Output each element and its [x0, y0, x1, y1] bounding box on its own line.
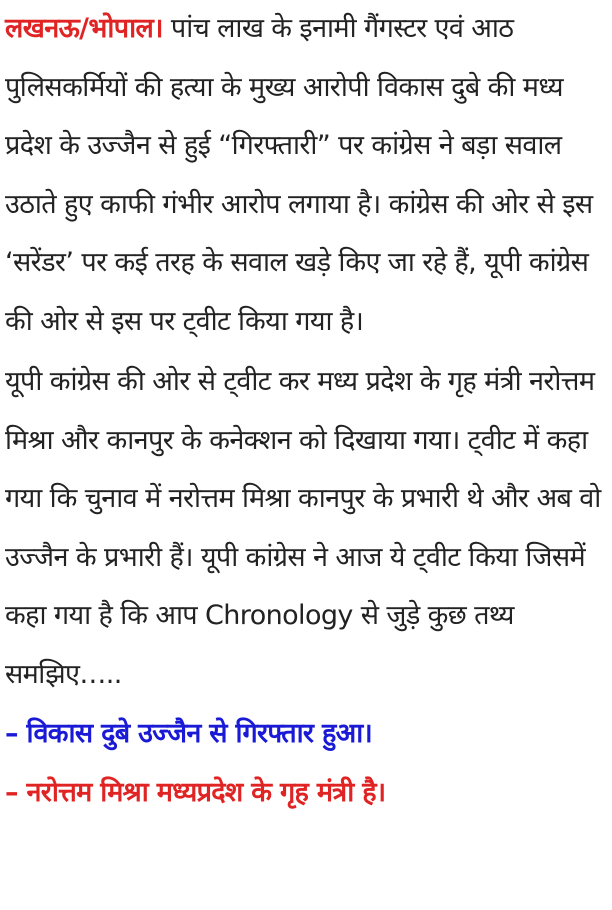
bullet-item-home-minister: – नरोत्तम मिश्रा मध्यप्रदेश के गृह मंत्री है। [5, 776, 386, 808]
paragraph-1-text: पांच लाख के इनामी गैंगस्टर एवं आठ पुलिसकर्मियों की हत्या के मुख्य आरोपी विकास दुबे की मध्य प्रदेश के उज्जैन से हुई “गिरफ्तारी” पर कांग्रेस ने बड़ा सवाल उठाते हुए काफी गंभीर आरोप लगाया है। कांग्रेस की ओर से इस ‘सरेंडर’ पर कई तरह के सवाल खड़े किए जा रहे हैं, यूपी कांग्रेस की ओर से इस पर ट्वीट किया गया है। [5, 13, 593, 337]
article-paragraph-1 [5, 0, 610, 351]
article-paragraph-2: यूपी कांग्रेस की ओर से ट्वीट कर मध्य प्रदेश के गृह मंत्री नरोत्तम मिश्रा और कानपुर के कनेक्शन को दिखाया गया। ट्वीट में कहा गया कि चुनाव में नरोत्तम मिश्रा कानपुर के प्रभारी थे और अब वो उज्जैन के प्रभारी हैं। यूपी कांग्रेस ने आज ये ट्वीट किया जिसमें कहा गया है कि आप Chronology से जुड़े कुछ तथ्य समझिए….. [5, 366, 601, 690]
article-body [5, 0, 610, 822]
dateline: लखनऊ/भोपाल। [5, 13, 163, 44]
bullet-item-arrest: – विकास दुबे उज्जैन से गिरफ्तार हुआ। [5, 718, 373, 749]
